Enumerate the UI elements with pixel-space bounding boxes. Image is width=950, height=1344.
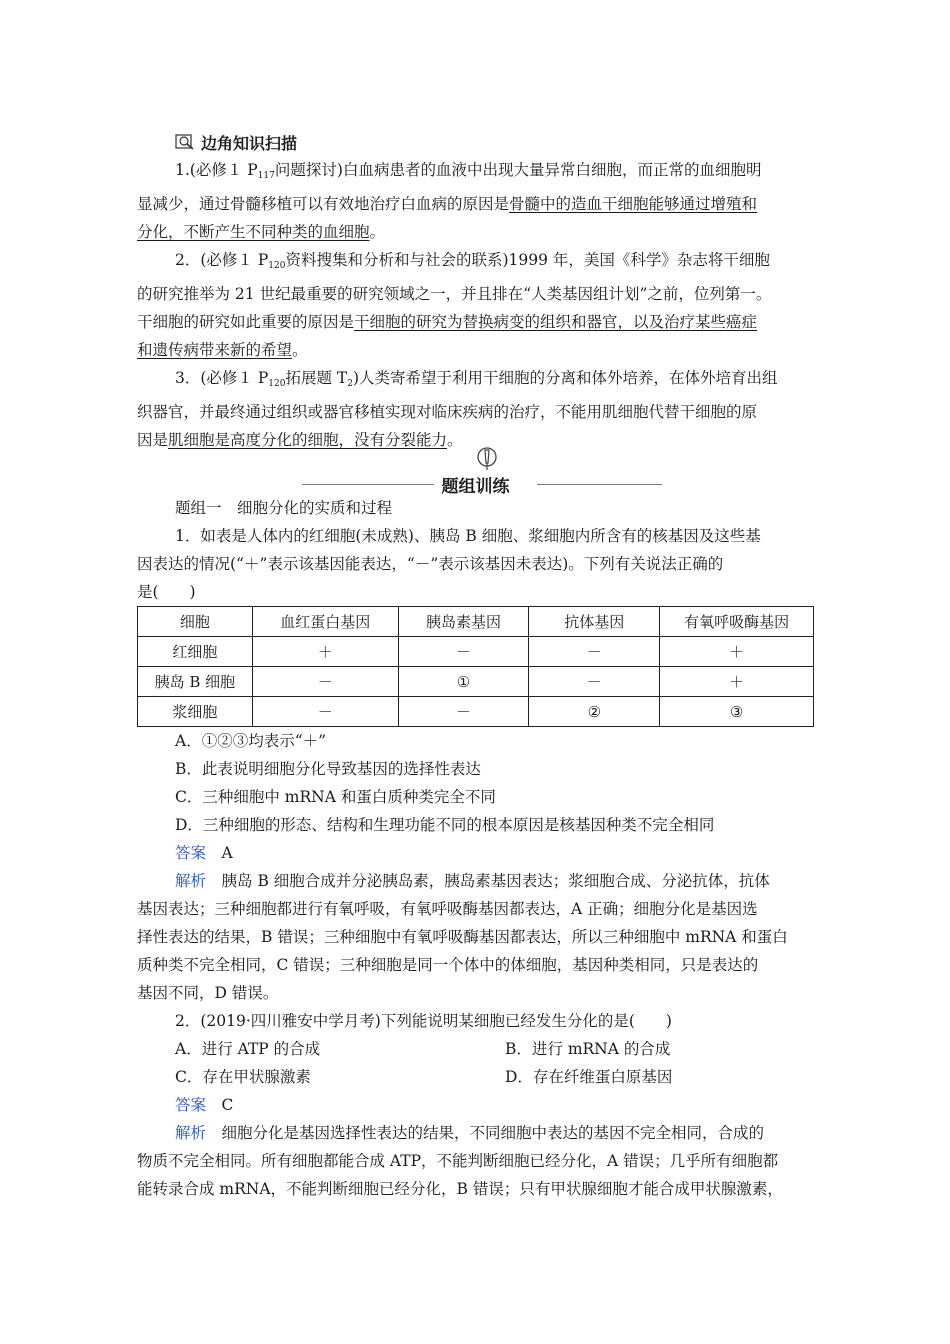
table-row bbox=[138, 697, 814, 727]
question-2 bbox=[137, 1007, 814, 1203]
table-cell: ＋ bbox=[660, 637, 814, 667]
corner-item bbox=[137, 156, 814, 246]
q1-stem-line: 因表达的情况(“＋”表示该基因能表达，“－”表示该基因未表达)。下列有关说法正确的 bbox=[137, 555, 724, 573]
q1-option: D．三种细胞的形态、结构和生理功能不同的根本原因是核基因种类不完全相同 bbox=[175, 816, 715, 834]
q1-stem-line: 是( ) bbox=[137, 583, 196, 601]
q1-analysis-line: 择性表达的结果，B 错误；三种细胞中有氧呼吸酶基因都表达，所以三种细胞中 mRNA 和蛋白 bbox=[137, 928, 788, 946]
analysis-text: 胰岛 B 细胞合成并分泌胰岛素，胰岛素基因表达；浆细胞合成、分泌抗体，抗体 bbox=[221, 872, 770, 890]
analysis-text: 细胞分化是基因选择性表达的结果，不同细胞中表达的基因不完全相同，合成的 bbox=[221, 1124, 765, 1142]
q1-option: B．此表说明细胞分化导致基因的选择性表达 bbox=[175, 760, 481, 778]
corner-item-line: 2．(必修１ $P_{120}$资料搜集和分析和与社会的联系)1999 年，美国《科学》杂志将干细胞 bbox=[175, 251, 770, 271]
analysis-label: 解析 bbox=[175, 872, 207, 890]
q1-answer bbox=[137, 839, 814, 867]
group-title: 题组一 细胞分化的实质和过程 bbox=[175, 499, 393, 517]
answer-underline: 肌细胞是高度分化的细胞，没有分裂能力 bbox=[168, 431, 448, 449]
corner-item-line: 分化，不断产生不同种类的血细胞。 bbox=[137, 223, 386, 241]
table-cell: ＋ bbox=[660, 667, 814, 697]
corner-item-line: 的研究推举为 21 世纪最重要的研究领域之一，并且排在“人类基因组计划”之前，位列第一。 bbox=[137, 285, 772, 303]
magnifier-icon bbox=[175, 133, 195, 151]
corner-item-line: 1.(必修１ $P_{117}$问题探讨)白血病患者的血液中出现大量异常白细胞，而正常的血细胞明 bbox=[175, 161, 762, 181]
q2-options-row bbox=[137, 1063, 814, 1091]
table-header-cell: 血红蛋白基因 bbox=[252, 607, 398, 637]
table-cell: － bbox=[398, 697, 529, 727]
corner-knowledge-items bbox=[137, 156, 814, 454]
table-cell: － bbox=[529, 667, 660, 697]
answer-value: A bbox=[221, 844, 233, 862]
table-header-cell: 胰岛素基因 bbox=[398, 607, 529, 637]
table-cell: ③ bbox=[660, 697, 814, 727]
question-1 bbox=[137, 522, 814, 1007]
q1-analysis-line bbox=[137, 867, 814, 895]
corner-item-line: 和遗传病带来新的希望。 bbox=[137, 341, 308, 359]
table-cell: ① bbox=[398, 667, 529, 697]
table-cell: ② bbox=[529, 697, 660, 727]
q1-option: C．三种细胞中 mRNA 和蛋白质种类完全不同 bbox=[175, 788, 496, 806]
answer-underline: 干细胞的研究为替换病变的组织和器官，以及治疗某些癌症 bbox=[354, 313, 758, 331]
q2-option: B．进行 mRNA 的合成 bbox=[505, 1040, 671, 1058]
q2-analysis-line: 能转录合成 mRNA，不能判断细胞已经分化，B 错误；只有甲状腺细胞才能合成甲状腺激素， bbox=[137, 1180, 783, 1198]
answer-underline: 骨髓中的造血干细胞能够通过增殖和 bbox=[509, 195, 758, 213]
answer-underline: 分化，不断产生不同种类的血细胞 bbox=[137, 223, 370, 241]
table-row bbox=[138, 667, 814, 697]
corner-knowledge-title: 边角知识扫描 bbox=[201, 133, 298, 153]
table-cell: ＋ bbox=[252, 637, 398, 667]
q2-answer bbox=[137, 1091, 814, 1119]
q2-option: D．存在纤维蛋白原基因 bbox=[505, 1068, 673, 1086]
table-header-cell: 有氧呼吸酶基因 bbox=[660, 607, 814, 637]
subscript-text: 117 bbox=[257, 171, 275, 181]
table-cell: － bbox=[529, 637, 660, 667]
q2-option: A．进行 ATP 的合成 bbox=[175, 1040, 321, 1058]
q1-option: A．①②③均表示“＋” bbox=[175, 732, 327, 750]
q1-analysis-line: 基因表达；三种细胞都进行有氧呼吸，有氧呼吸酶基因都表达，A 正确；细胞分化是基因选 bbox=[137, 900, 758, 918]
subscript-text: 2 bbox=[347, 379, 353, 389]
answer-label: 答案 bbox=[175, 1096, 207, 1114]
q2-analysis-line: 物质不完全相同。所有细胞都能合成 ATP，不能判断细胞已经分化，A 错误；几乎所有细胞都 bbox=[137, 1152, 779, 1170]
corner-item-line: 3．(必修１ $P_{120}$拓展题 $T_2$)人类寄希望于利用干细胞的分离和体外培养，在体外培育出组 bbox=[175, 369, 778, 389]
table-cell: 浆细胞 bbox=[138, 697, 253, 727]
table-row bbox=[138, 637, 814, 667]
corner-item bbox=[137, 246, 814, 364]
q2-option: C．存在甲状腺激素 bbox=[175, 1068, 311, 1086]
table-header-cell: 抗体基因 bbox=[529, 607, 660, 637]
corner-knowledge-heading bbox=[175, 128, 814, 156]
table-header-row bbox=[138, 607, 814, 637]
q2-analysis-line bbox=[137, 1119, 814, 1147]
table-cell: － bbox=[252, 667, 398, 697]
corner-item-line: 干细胞的研究如此重要的原因是干细胞的研究为替换病变的组织和器官，以及治疗某些癌症 bbox=[137, 313, 758, 331]
analysis-label: 解析 bbox=[175, 1124, 207, 1142]
q1-stem-line: 1．如表是人体内的红细胞(未成熟)、胰岛 B 细胞、浆细胞内所含有的核基因及这些基 bbox=[175, 527, 761, 545]
q2-stem: 2．(2019·四川雅安中学月考)下列能说明某细胞已经发生分化的是( ) bbox=[175, 1012, 672, 1030]
gene-expression-table bbox=[137, 606, 814, 727]
q1-analysis-line: 基因不同，D 错误。 bbox=[137, 984, 279, 1002]
corner-item bbox=[137, 364, 814, 454]
table-header-cell: 细胞 bbox=[138, 607, 253, 637]
page bbox=[137, 128, 814, 1203]
section-title: 题组训练 bbox=[434, 472, 518, 497]
section-header bbox=[137, 458, 814, 497]
q1-analysis-line: 质种类不完全相同，C 错误；三种细胞是同一个体中的体细胞，基因种类相同，只是表达的 bbox=[137, 956, 759, 974]
table-cell: 胰岛 B 细胞 bbox=[138, 667, 253, 697]
answer-underline: 和遗传病带来新的希望 bbox=[137, 341, 293, 359]
corner-item-line: 显减少，通过骨髓移植可以有效地治疗白血病的原因是骨髓中的造血干细胞能够通过增殖和 bbox=[137, 195, 758, 213]
table-cell: 红细胞 bbox=[138, 637, 253, 667]
table-cell: － bbox=[252, 697, 398, 727]
subscript-text: 120 bbox=[268, 379, 286, 389]
corner-item-line: 织器官，并最终通过组织或器官移植实现对临床疾病的治疗，不能用肌细胞代替干细胞的原 bbox=[137, 403, 758, 421]
q2-options-row bbox=[137, 1035, 814, 1063]
answer-label: 答案 bbox=[175, 844, 207, 862]
section-rule-left bbox=[302, 484, 452, 485]
table-cell: － bbox=[398, 637, 529, 667]
subscript-text: 120 bbox=[268, 261, 286, 271]
section-rule-right bbox=[537, 484, 662, 485]
answer-value: C bbox=[221, 1096, 234, 1114]
corner-item-line: 因是肌细胞是高度分化的细胞，没有分裂能力。 bbox=[137, 431, 463, 449]
pen-icon bbox=[476, 446, 498, 474]
